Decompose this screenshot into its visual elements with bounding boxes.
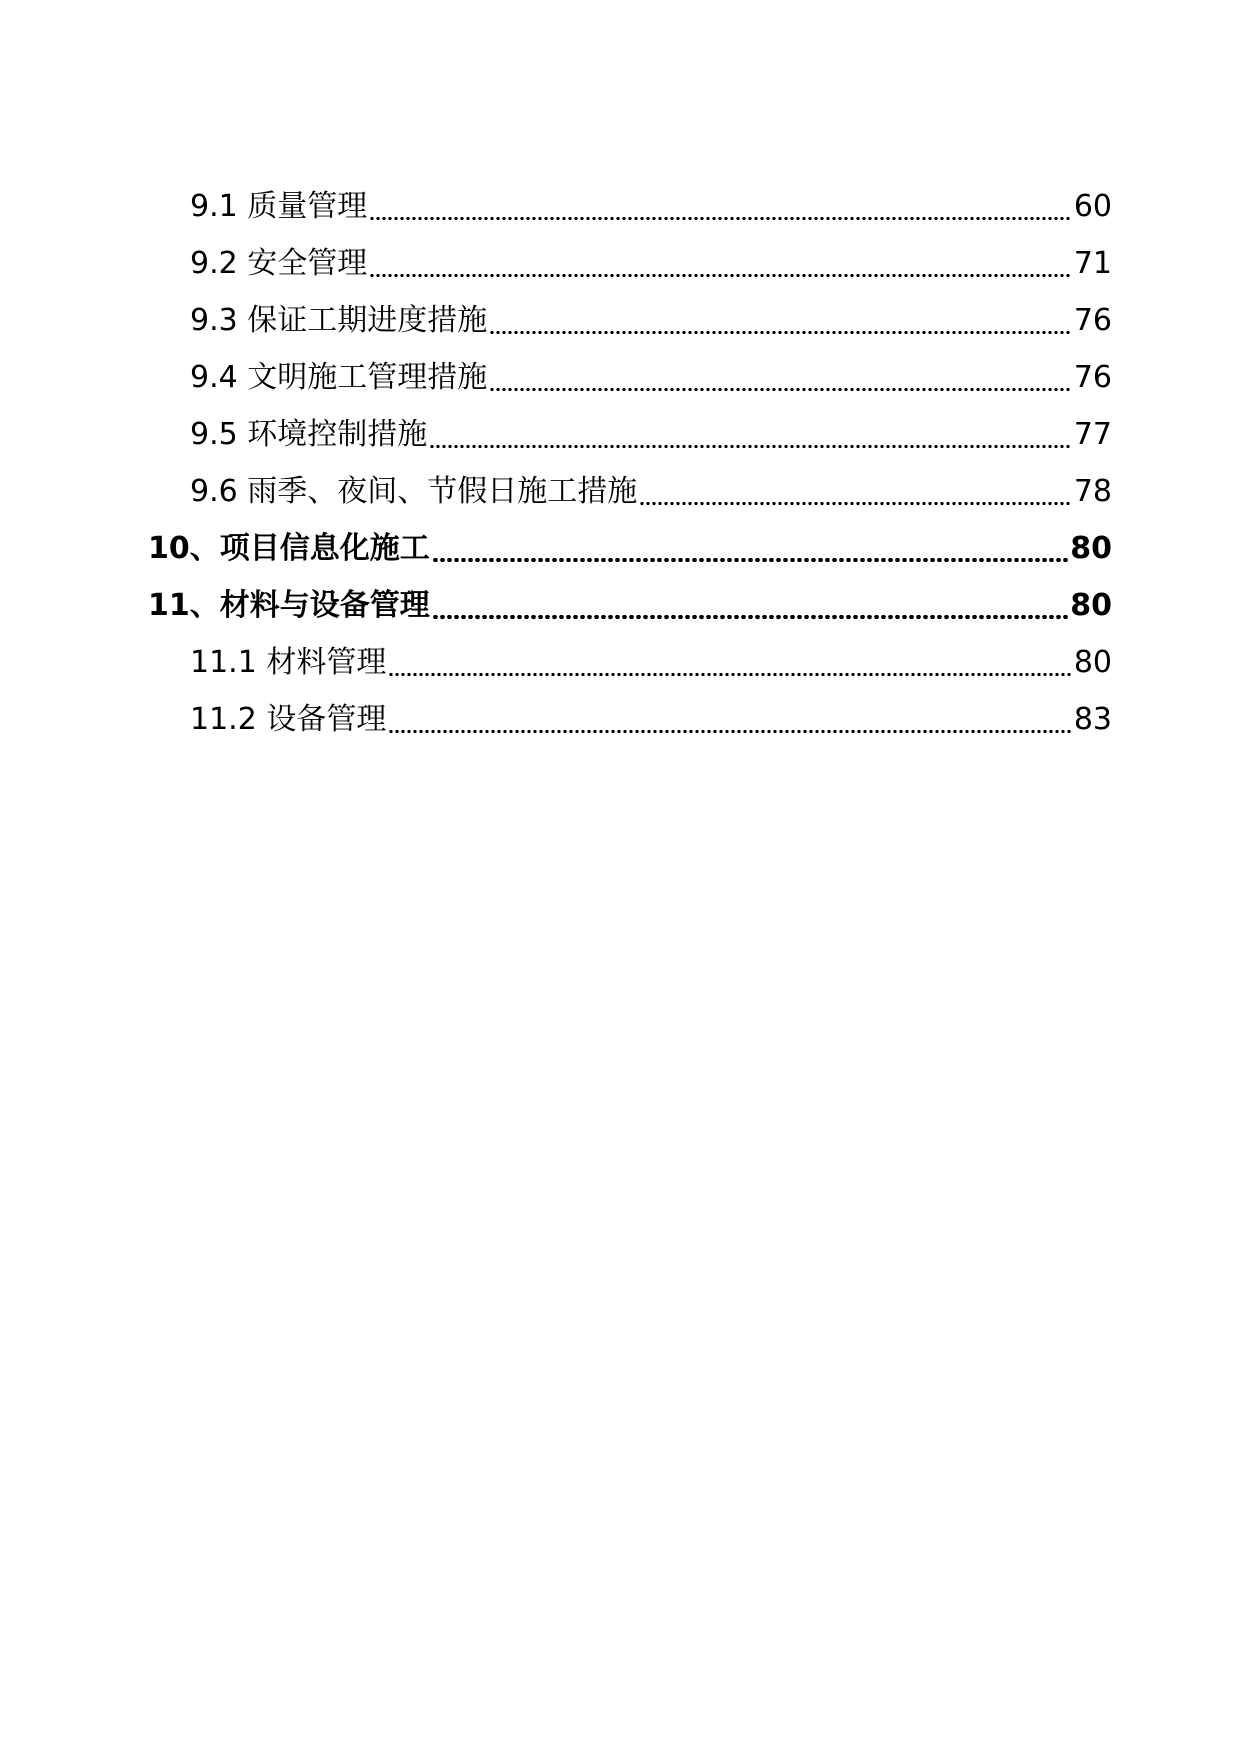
toc-dot-leader bbox=[489, 349, 1072, 406]
toc-page-number: 76 bbox=[1073, 360, 1112, 395]
toc-entry-label: 9.2 安全管理 bbox=[190, 246, 368, 281]
toc-dot-leader bbox=[639, 463, 1072, 520]
toc-entry-11-1[interactable] bbox=[190, 634, 1112, 691]
toc-page-number: 60 bbox=[1073, 189, 1112, 224]
toc-entry-9-4[interactable] bbox=[190, 349, 1112, 406]
toc-page-number: 77 bbox=[1073, 417, 1112, 452]
toc-entry-label: 11.2 设备管理 bbox=[190, 702, 387, 737]
toc-entry-10[interactable] bbox=[148, 520, 1112, 577]
toc-dot-leader bbox=[388, 691, 1071, 748]
toc-page-number: 76 bbox=[1073, 303, 1112, 338]
toc-page-number: 80 bbox=[1070, 588, 1112, 623]
toc-dot-leader bbox=[369, 178, 1072, 235]
toc-entry-9-2[interactable] bbox=[190, 235, 1112, 292]
toc-page-number: 80 bbox=[1070, 531, 1112, 566]
toc-page-number: 78 bbox=[1073, 474, 1112, 509]
toc-dot-leader bbox=[432, 577, 1069, 634]
toc-dot-leader bbox=[369, 235, 1072, 292]
toc-entry-9-6[interactable] bbox=[190, 463, 1112, 520]
toc-entry-9-5[interactable] bbox=[190, 406, 1112, 463]
toc-entry-label: 9.1 质量管理 bbox=[190, 189, 368, 224]
toc-entry-label: 11、材料与设备管理 bbox=[148, 588, 430, 623]
toc-page-number: 83 bbox=[1073, 702, 1112, 737]
toc-dot-leader bbox=[489, 292, 1072, 349]
toc-dot-leader bbox=[429, 406, 1072, 463]
toc-entry-label: 9.5 环境控制措施 bbox=[190, 417, 428, 452]
toc-page-number: 71 bbox=[1073, 246, 1112, 281]
toc-entry-label: 11.1 材料管理 bbox=[190, 645, 387, 680]
toc-entry-label: 9.6 雨季、夜间、节假日施工措施 bbox=[190, 474, 638, 509]
toc-entry-9-3[interactable] bbox=[190, 292, 1112, 349]
toc-entry-9-1[interactable] bbox=[190, 178, 1112, 235]
toc-entry-11[interactable] bbox=[148, 577, 1112, 634]
toc-dot-leader bbox=[432, 520, 1069, 577]
toc-entry-label: 9.4 文明施工管理措施 bbox=[190, 360, 488, 395]
toc-dot-leader bbox=[388, 634, 1071, 691]
toc-entry-label: 9.3 保证工期进度措施 bbox=[190, 303, 488, 338]
toc-entry-label: 10、项目信息化施工 bbox=[148, 531, 430, 566]
toc-entry-11-2[interactable] bbox=[190, 691, 1112, 748]
toc-page-number: 80 bbox=[1073, 645, 1112, 680]
